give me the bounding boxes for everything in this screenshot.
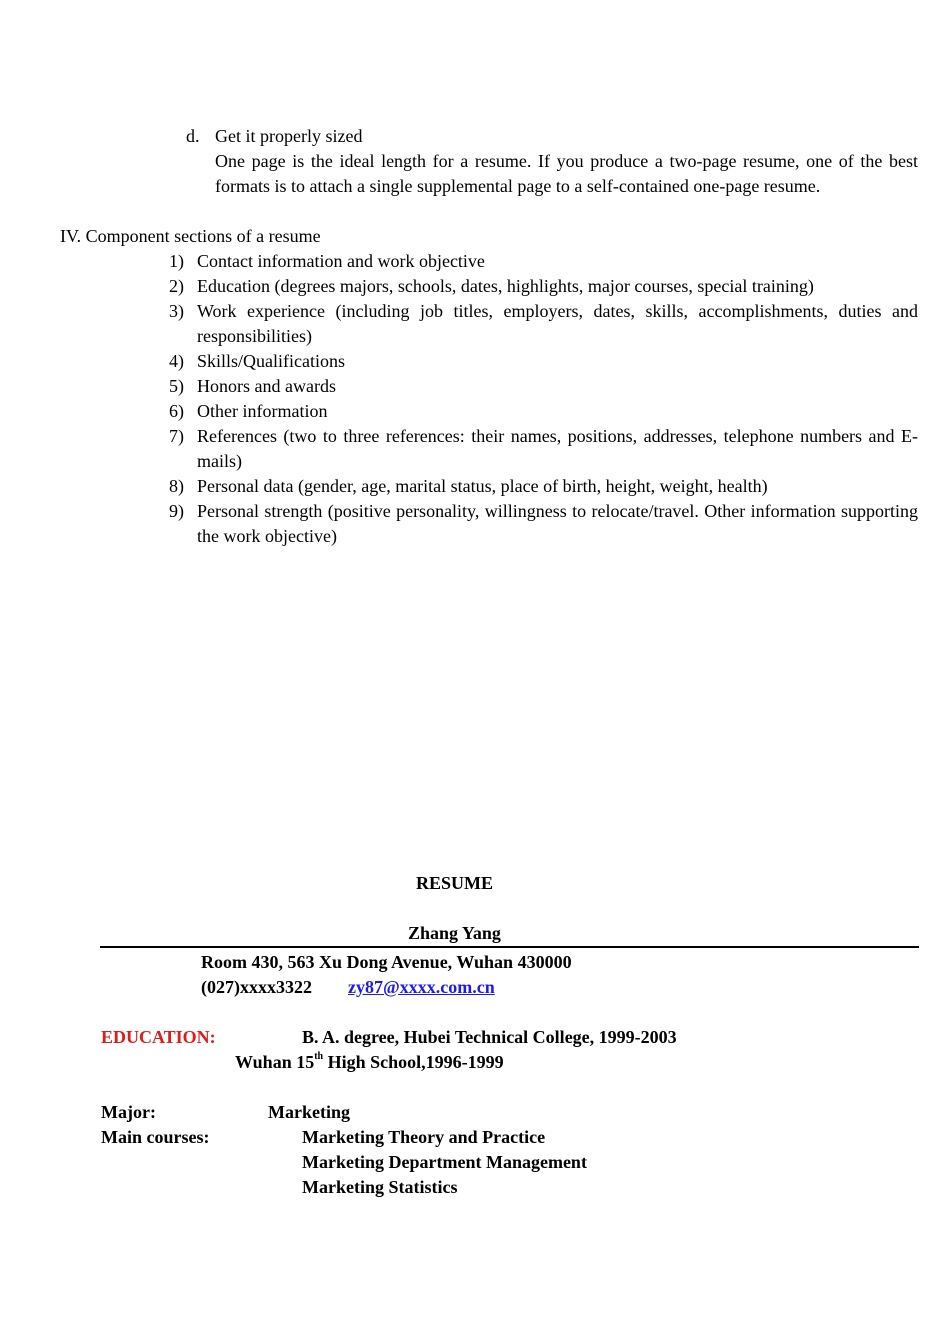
education-label: EDUCATION: (101, 1027, 216, 1047)
education-entry-high-school (235, 1050, 504, 1075)
list-item: Education (degrees majors, schools, dates, highlights, major courses, special training) (197, 276, 814, 296)
list-item-number: 2) (169, 276, 184, 296)
list-item: Personal strength (positive personality, willingness to relocate/travel. Other information supporting the work objective) (197, 501, 918, 546)
address: Room 430, 563 Xu Dong Avenue, Wuhan 430000 (201, 952, 572, 972)
ordinal-suffix: th (314, 1051, 324, 1062)
section-iv-heading: IV. Component sections of a resume (60, 226, 321, 246)
list-item-number: 1) (169, 251, 184, 271)
list-item: Contact information and work objective (197, 251, 485, 271)
major-label: Major: (101, 1102, 156, 1122)
list-item: Work experience (including job titles, employers, dates, skills, accomplishments, duties and responsibilities) (197, 301, 918, 346)
list-item: References (two to three references: their names, positions, addresses, telephone numbers and E-mails) (197, 426, 918, 471)
list-item-number: 9) (169, 501, 184, 521)
list-item: Other information (197, 401, 328, 421)
divider (100, 946, 919, 948)
course-item: Marketing Theory and Practice (302, 1127, 546, 1147)
resume-name: Zhang Yang (408, 923, 501, 943)
list-item-number: 6) (169, 401, 184, 421)
list-marker-d: d. (186, 126, 200, 146)
major-value: Marketing (268, 1102, 350, 1122)
courses-label: Main courses: (101, 1127, 210, 1147)
list-item: Honors and awards (197, 376, 336, 396)
email-link[interactable]: zy87@xxxx.com.cn (348, 977, 495, 997)
list-item: Skills/Qualifications (197, 351, 345, 371)
high-school-text-rest: High School,1996-1999 (323, 1052, 504, 1072)
course-item: Marketing Department Management (302, 1152, 587, 1172)
list-item-number: 4) (169, 351, 184, 371)
list-item: Personal data (gender, age, marital status, place of birth, height, weight, health) (197, 476, 768, 496)
phone: (027)xxxx3322 (201, 977, 312, 997)
resume-title: RESUME (416, 873, 494, 893)
list-item-number: 3) (169, 301, 184, 321)
section-d-title: Get it properly sized (215, 126, 363, 146)
course-item: Marketing Statistics (302, 1177, 458, 1197)
education-entry-college: B. A. degree, Hubei Technical College, 1999-2003 (302, 1027, 677, 1047)
section-d-body: One page is the ideal length for a resume. If you produce a two-page resume, one of the best formats is to attach a single supplemental page to a self-contained one-page resume. (215, 151, 918, 196)
list-item-number: 8) (169, 476, 184, 496)
high-school-text: Wuhan 15 (235, 1052, 315, 1072)
list-item-number: 7) (169, 426, 184, 446)
list-item-number: 5) (169, 376, 184, 396)
